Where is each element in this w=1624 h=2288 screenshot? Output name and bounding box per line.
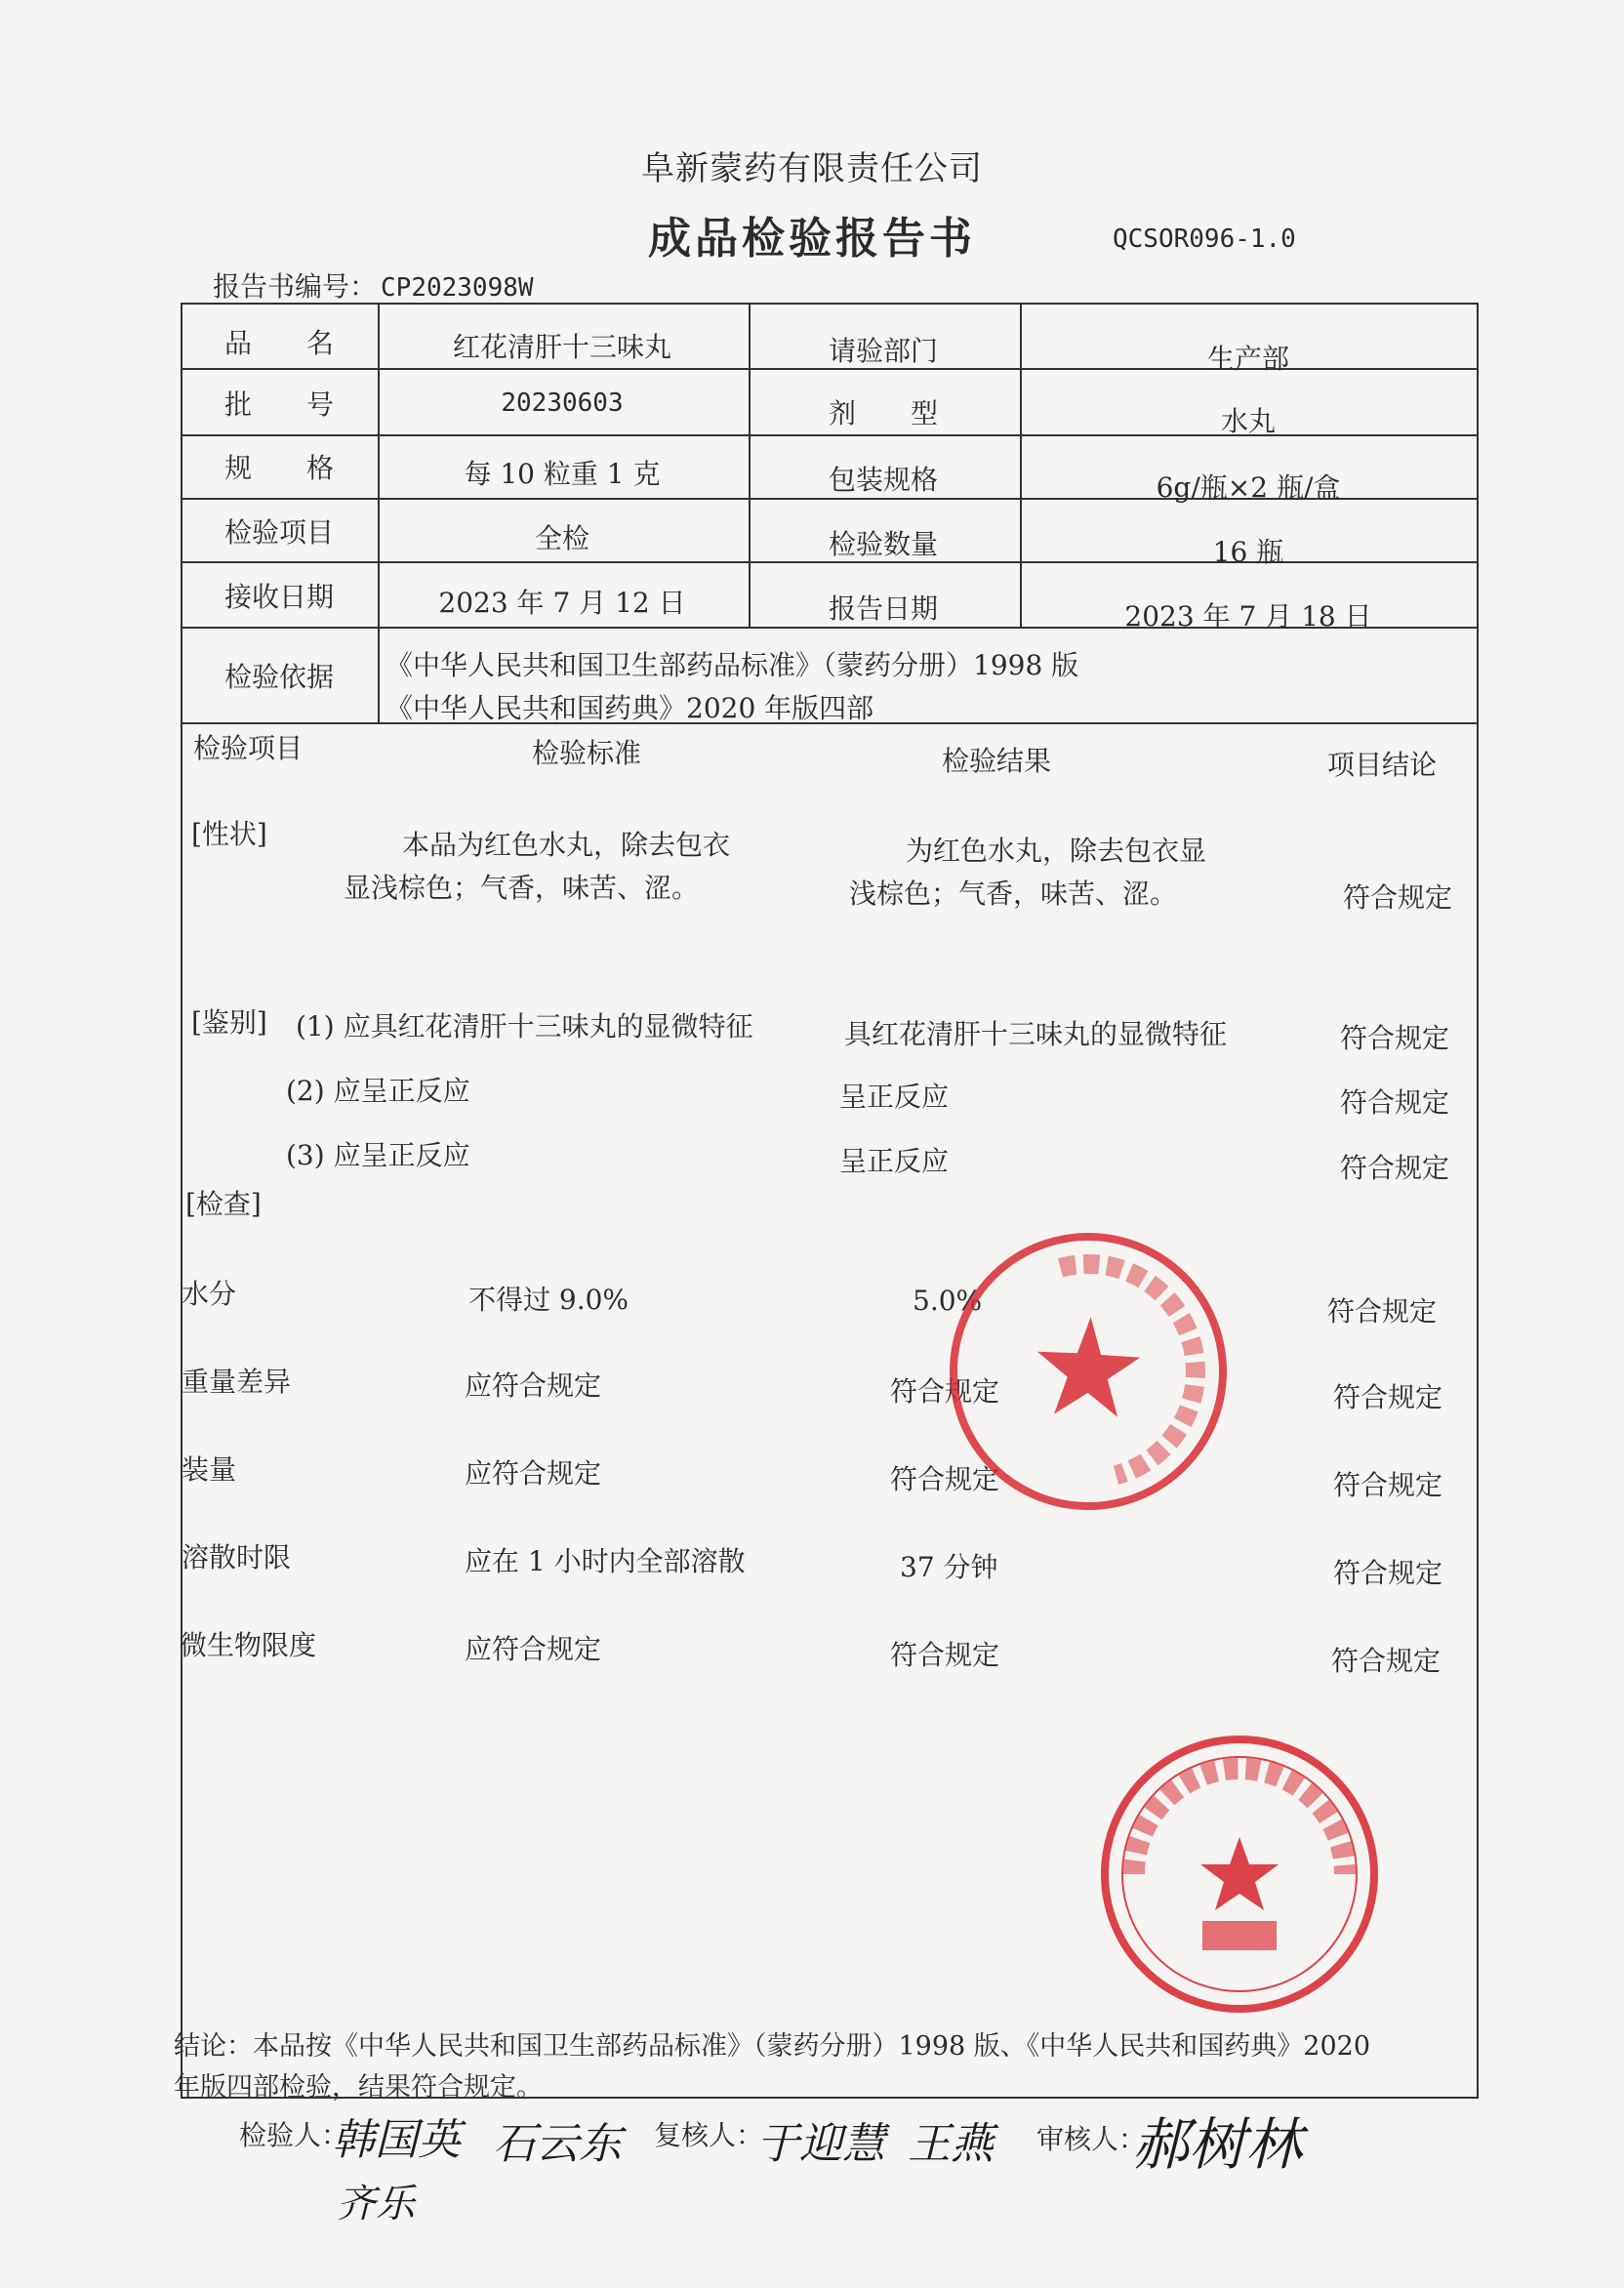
conclusion-line-1: 结论：本品按《中华人民共和国卫生部药品标准》（蒙药分册）1998 版、《中华人民共和国药典》2020	[174, 2031, 1371, 2062]
company-name: 阜新蒙药有限责任公司	[641, 149, 983, 188]
stamp-dept-mark	[1202, 1921, 1277, 1950]
report-number-label: 报告书编号：	[213, 270, 378, 303]
identification-label: [鉴别]	[191, 1006, 267, 1039]
report-date-value: 2023 年 7 月 18 日	[1124, 600, 1372, 633]
report-number-value: CP2023098W	[381, 273, 534, 303]
inspection-result-2: 符合规定	[890, 1375, 1000, 1408]
inspection-result-4: 37 分钟	[900, 1551, 998, 1583]
product-name-label: 品 名	[223, 327, 334, 359]
inspection-item-4: 溶散时限	[182, 1541, 292, 1573]
batch-value: 20230603	[501, 388, 624, 418]
col-standard-header: 检验标准	[532, 737, 642, 769]
document-code: QCSOR096-1.0	[1113, 225, 1296, 254]
character-result-2: 浅棕色；气香，味苦、涩。	[849, 878, 1178, 910]
inspection-standard-3: 应符合规定	[465, 1457, 602, 1490]
inspector-label: 检验人：	[239, 2119, 349, 2151]
inspection-standard-4: 应在 1 小时内全部溶散	[465, 1545, 746, 1577]
col-item-header: 检验项目	[193, 732, 304, 764]
inspector-signature-1: 韩国英	[332, 2115, 461, 2165]
receive-date-label: 接收日期	[223, 581, 334, 613]
stamp-star-icon	[1033, 1308, 1154, 1433]
inspection-conclusion-5: 符合规定	[1331, 1645, 1441, 1677]
inspection-conclusion-4: 符合规定	[1333, 1557, 1443, 1589]
inspection-standard-1: 不得过 9.0%	[468, 1284, 629, 1316]
inspection-standard-2: 应符合规定	[465, 1369, 602, 1402]
receive-date-value: 2023 年 7 月 12 日	[438, 587, 686, 619]
test-item-value: 全检	[534, 522, 589, 554]
conclusion-line-2: 年版四部检验，结果符合规定。	[174, 2072, 543, 2103]
identification-result-3: 呈正反应	[839, 1145, 950, 1177]
character-standard-1: 本品为红色水丸，除去包衣	[402, 829, 731, 861]
quantity-label: 检验数量	[828, 528, 938, 560]
identification-conclusion-1: 符合规定	[1340, 1022, 1450, 1054]
identification-conclusion-2: 符合规定	[1340, 1086, 1450, 1119]
basis-line-1: 《中华人民共和国卫生部药品标准》（蒙药分册）1998 版	[386, 649, 1079, 681]
document-title: 成品检验报告书	[648, 214, 976, 264]
reviewer-label: 复核人：	[654, 2119, 764, 2151]
column-divider	[378, 305, 380, 722]
spec-value: 每 10 粒重 1 克	[464, 458, 661, 490]
identification-conclusion-3: 符合规定	[1340, 1152, 1450, 1184]
inspection-item-3: 装量	[182, 1453, 237, 1486]
package-label: 包装规格	[828, 464, 938, 496]
basis-label: 检验依据	[223, 661, 334, 693]
company-stamp-1	[942, 1225, 1235, 1518]
inspection-standard-5: 应符合规定	[465, 1633, 602, 1665]
col-result-header: 检验结果	[942, 745, 1052, 777]
inspector-signature-2: 石云东	[493, 2119, 622, 2169]
inspection-conclusion-3: 符合规定	[1333, 1469, 1443, 1501]
report-date-label: 报告日期	[828, 592, 938, 625]
basis-line-2: 《中华人民共和国药典》2020 年版四部	[386, 692, 874, 724]
batch-label: 批 号	[223, 388, 334, 421]
report-number	[213, 266, 534, 305]
form-value: 水丸	[1220, 405, 1276, 437]
reviewer-signature-1: 于迎慧	[756, 2119, 885, 2169]
stamp-star-icon	[1200, 1837, 1279, 1910]
inspection-item-2: 重量差异	[182, 1366, 292, 1398]
inspection-result-3: 符合规定	[890, 1463, 1000, 1495]
identification-result-2: 呈正反应	[839, 1081, 950, 1113]
quantity-value: 16 瓶	[1212, 536, 1284, 568]
inspector-signature-3: 齐乐	[337, 2182, 415, 2227]
character-standard-2: 显浅棕色；气香，味苦、涩。	[344, 872, 700, 904]
identification-result-1: 具红花清肝十三味丸的显微特征	[844, 1018, 1228, 1050]
identification-standard-1: (1) 应具红花清肝十三味丸的显微特征	[296, 1010, 753, 1042]
inspection-result-5: 符合规定	[890, 1639, 1000, 1671]
inspection-result-1: 5.0%	[913, 1285, 983, 1317]
approver-label: 审核人：	[1036, 2123, 1147, 2155]
spec-label: 规 格	[223, 452, 334, 484]
approver-signature: 郝树林	[1132, 2111, 1303, 2178]
character-label: [性状]	[191, 818, 267, 850]
inspection-item-1: 水分	[182, 1278, 237, 1310]
identification-standard-2: (2) 应呈正反应	[286, 1075, 470, 1107]
character-conclusion: 符合规定	[1343, 881, 1453, 914]
character-result-1: 为红色水丸，除去包衣显	[906, 835, 1207, 867]
inspection-conclusion-1: 符合规定	[1327, 1295, 1438, 1328]
reviewer-signature-2: 王燕	[908, 2119, 994, 2169]
identification-standard-3: (3) 应呈正反应	[286, 1139, 470, 1171]
quality-dept-stamp	[1093, 1728, 1386, 2021]
form-label: 剂 型	[828, 397, 938, 429]
package-value: 6g/瓶×2 瓶/盒	[1156, 471, 1341, 504]
dept-value: 生产部	[1206, 343, 1289, 375]
inspection-item-5: 微生物限度	[180, 1629, 317, 1661]
product-name-value: 红花清肝十三味丸	[452, 331, 671, 363]
col-conclusion-header: 项目结论	[1327, 749, 1438, 781]
test-item-label: 检验项目	[223, 516, 334, 549]
inspection-conclusion-2: 符合规定	[1333, 1381, 1443, 1413]
dept-label: 请验部门	[828, 335, 938, 367]
inspection-label: [检查]	[185, 1188, 262, 1220]
